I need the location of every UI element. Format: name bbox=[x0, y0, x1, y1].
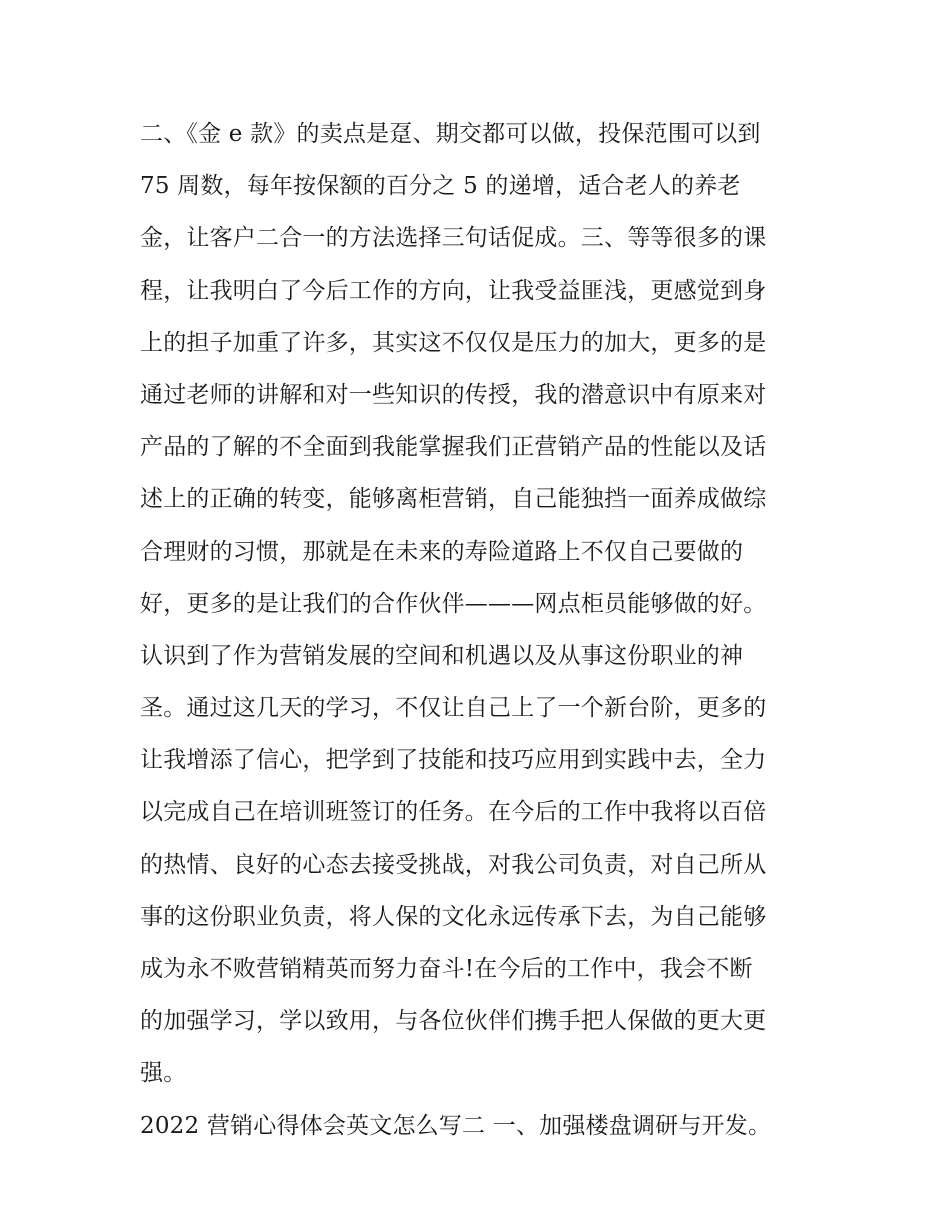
text-line: 让我增添了信心，把学到了技能和技巧应用到实践中去，全力 bbox=[140, 747, 767, 774]
text-line: 的热情、良好的心态去接受挑战，对我公司负责，对自己所从 bbox=[140, 851, 767, 878]
text-line: 合理财的习惯，那就是在未来的寿险道路上不仅自己要做的 bbox=[140, 538, 744, 565]
text-line: 的加强学习，学以致用，与各位伙伴们携手把人保做的更大更 bbox=[140, 1008, 767, 1035]
text-line: 圣。通过这几天的学习，不仅让自己上了一个新台阶，更多的 bbox=[140, 695, 767, 722]
text-line: 产品的了解的不全面到我能掌握我们正营销产品的性能以及话 bbox=[140, 434, 767, 461]
text-line: 上的担子加重了许多，其实这不仅仅是压力的加大，更多的是 bbox=[140, 329, 767, 356]
text-line: 金，让客户二合一的方法选择三句话促成。三、等等很多的课 bbox=[140, 225, 767, 252]
text-line: 通过老师的讲解和对一些知识的传授，我的潜意识中有原来对 bbox=[140, 381, 767, 408]
text-line: 75 周数，每年按保额的百分之 5 的递增，适合老人的养老 bbox=[140, 173, 741, 200]
body-text bbox=[140, 108, 820, 1152]
text-line: 二、《金 e 款》的卖点是趸、期交都可以做，投保范围可以到 bbox=[140, 121, 761, 147]
text-line: 强。 bbox=[140, 1060, 187, 1087]
text-line: 以完成自己在培训班签订的任务。在今后的工作中我将以百倍 bbox=[140, 799, 767, 826]
text-line: 述上的正确的转变，能够离柜营销，自己能独挡一面养成做综 bbox=[140, 486, 767, 513]
text-line: 程，让我明白了今后工作的方向，让我受益匪浅，更感觉到身 bbox=[140, 277, 767, 304]
text-line: 认识到了作为营销发展的空间和机遇以及从事这份职业的神 bbox=[140, 642, 744, 669]
section-heading-line: 2022 营销心得体会英文怎么写二 一、加强楼盘调研与开发。 bbox=[140, 1112, 772, 1139]
text-line: 好，更多的是让我们的合作伙伴———网点柜员能够做的好。 bbox=[140, 590, 767, 617]
text-line: 成为永不败营销精英而努力奋斗!在今后的工作中，我会不断 bbox=[140, 956, 753, 982]
text-line: 事的这份职业负责，将人保的文化永远传承下去，为自己能够 bbox=[140, 903, 767, 930]
